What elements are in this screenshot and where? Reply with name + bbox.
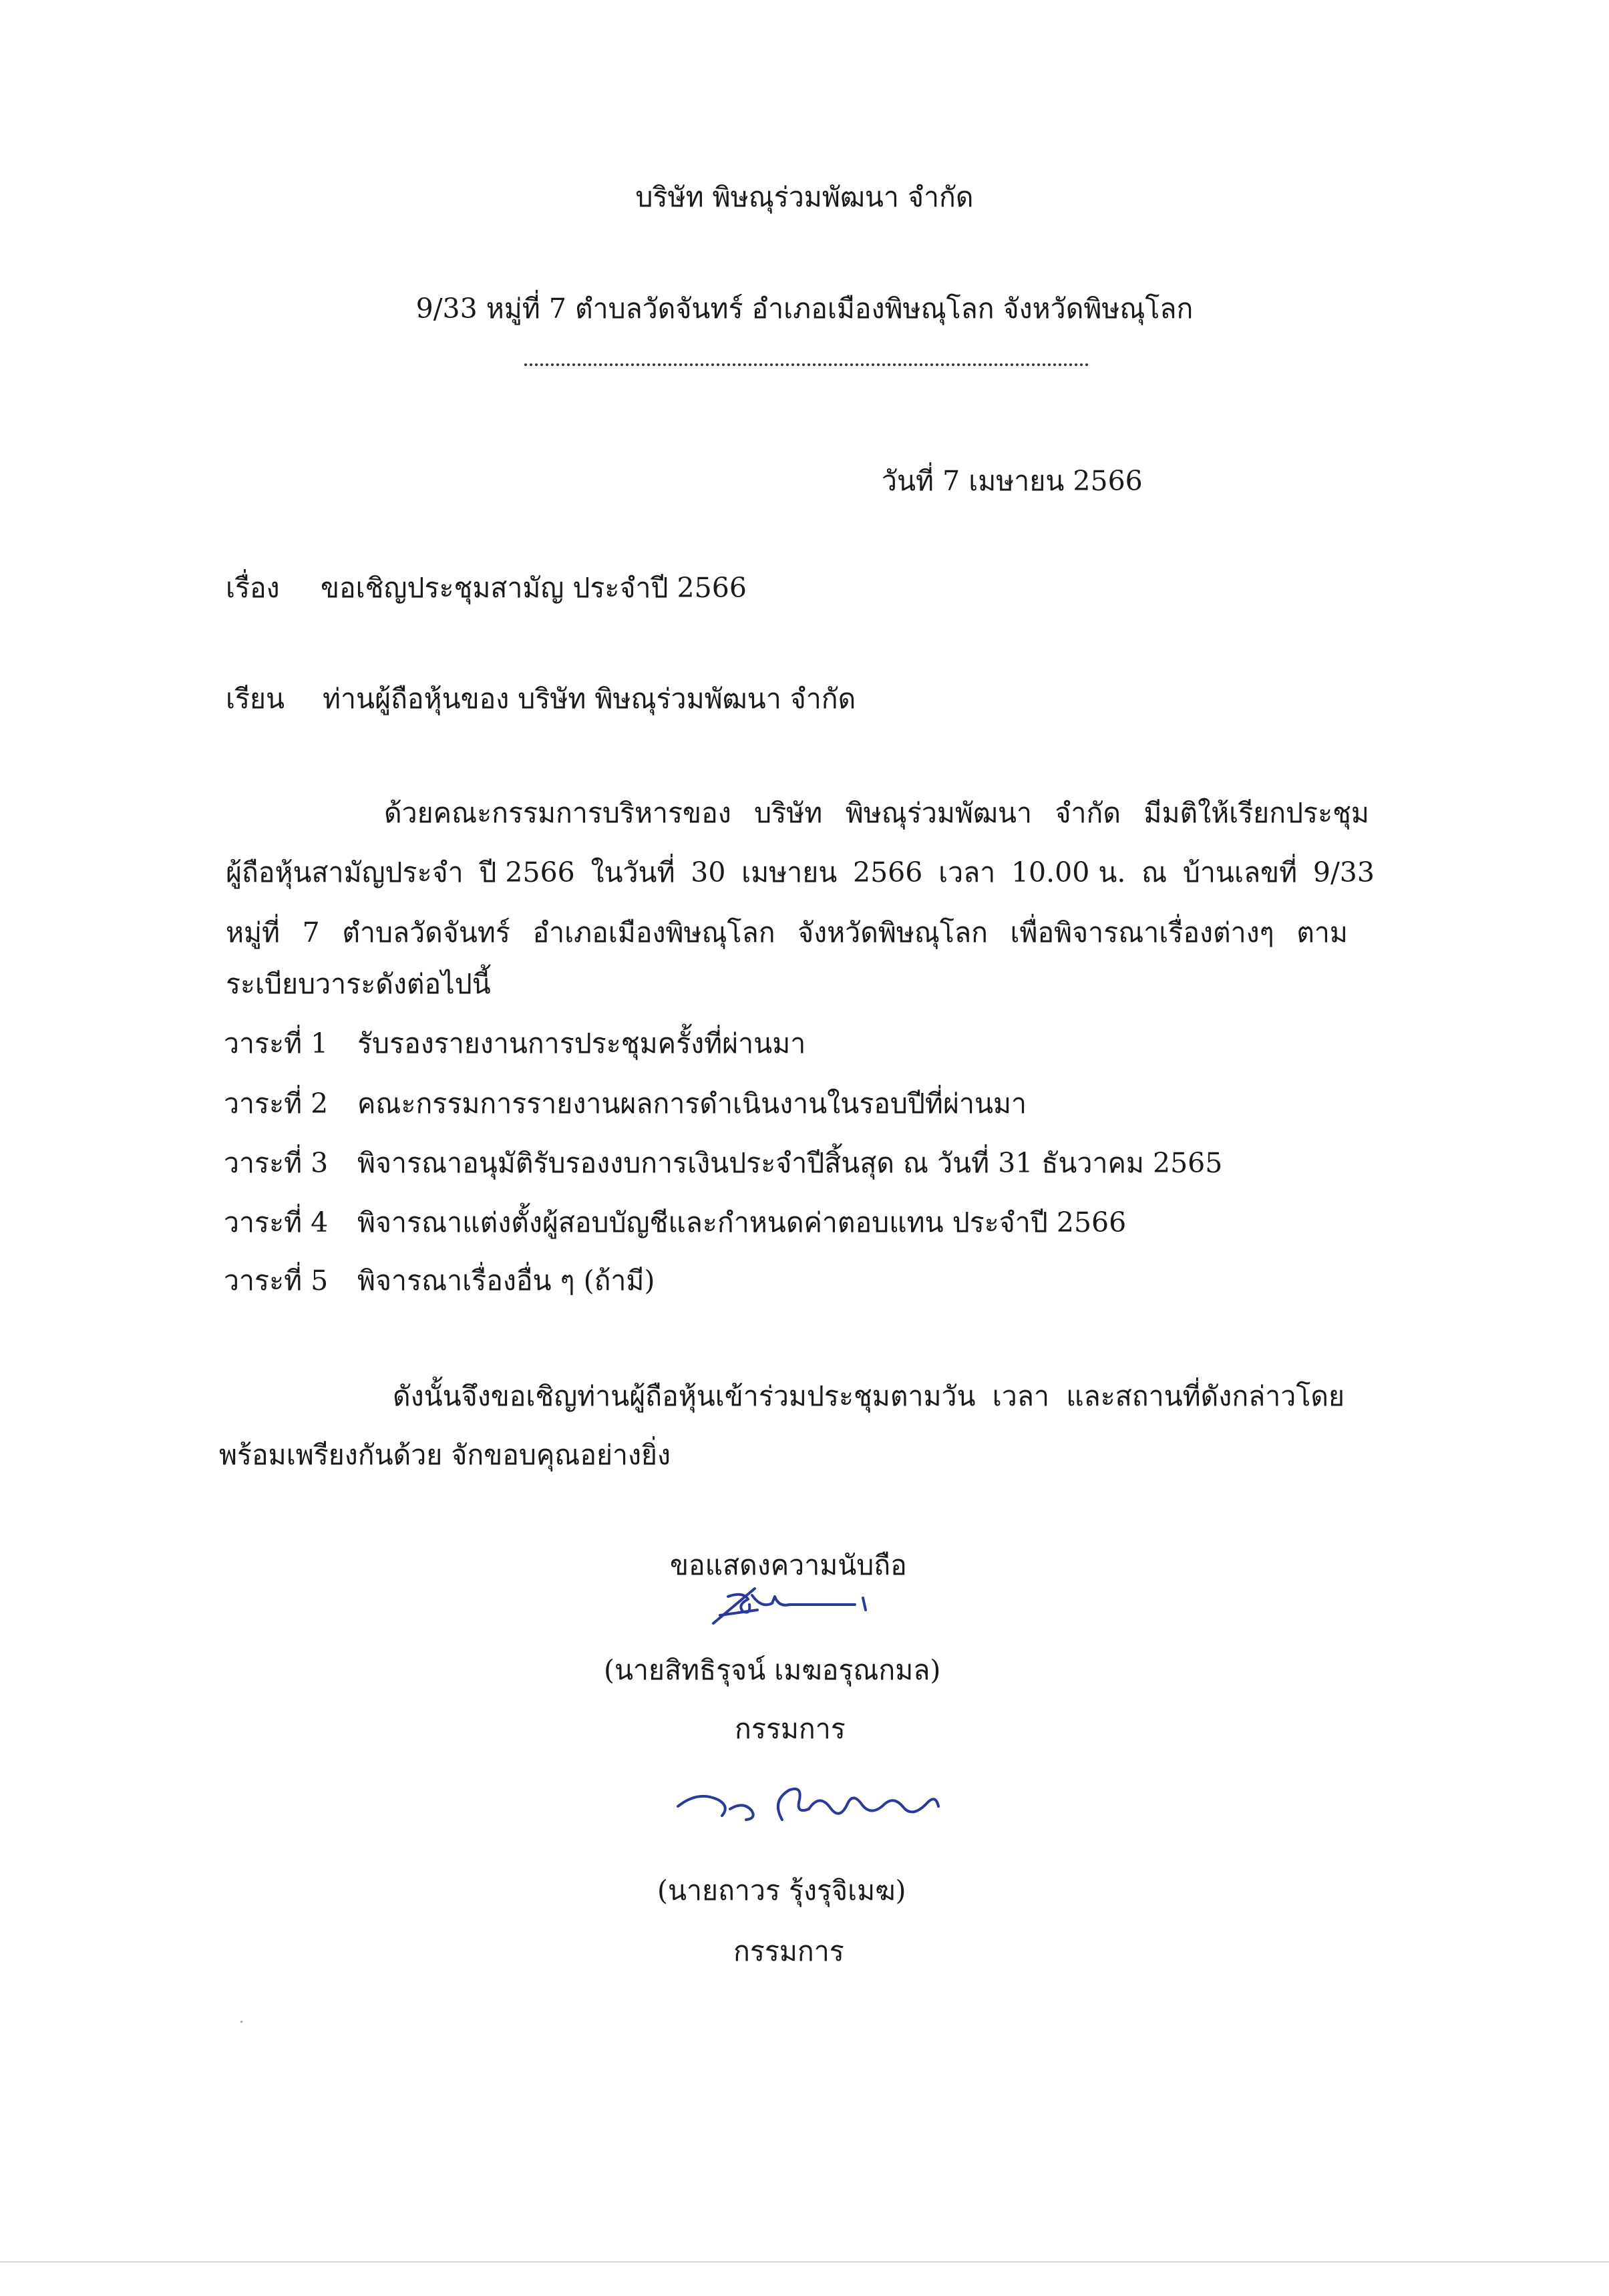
agenda-text: พิจารณาเรื่องอื่น ๆ (ถ้ามี) [357,1265,655,1297]
body-word: มีมติให้เรียกประชุม [1143,797,1369,829]
letter-date: วันที่ 7 เมษายน 2566 [882,465,1143,497]
body-word: จังหวัดพิษณุโลก [797,917,988,949]
closing-line-1 [393,1376,1345,1416]
body-word: ตำบลวัดจันทร์ [342,917,510,949]
body-paragraph-line-2 [226,852,1375,892]
regards-text: ขอแสดงความนับถือ [670,1549,907,1581]
agenda-label: วาระที่ 4 [224,1206,329,1239]
body-word: ปี 2566 [479,856,575,888]
agenda-text: พิจารณาแต่งตั้งผู้สอบบัญชีและกำหนดค่าตอบแทน ประจำปี 2566 [357,1206,1127,1239]
body-word: บริษัท [754,797,823,829]
body-paragraph-line-3 [226,913,1348,953]
body-word: และสถานที่ดังกล่าวโดย [1066,1380,1345,1412]
agenda-text: รับรองรายงานการประชุมครั้งที่ผ่านมา [357,1027,806,1059]
body-word: 30 [691,856,726,888]
body-word: ณ [1141,856,1168,888]
body-paragraph-line-1 [384,793,1369,833]
dotted-separator [524,359,1089,366]
body-word: ผู้ถือหุ้นสามัญประจำ [226,856,464,888]
body-word: เวลา [992,1380,1049,1412]
company-name: บริษัท พิษณุร่วมพัฒนา จำกัด [635,181,974,213]
body-word: ด้วยคณะกรรมการบริหารของ [384,797,731,829]
subject-text: ขอเชิญประชุมสามัญ ประจำปี 2566 [321,572,747,604]
signature-1-image [708,1578,882,1631]
agenda-label: วาระที่ 1 [224,1027,329,1059]
body-word: 10.00 น. [1011,856,1126,888]
body-word: เมษายน [741,856,838,888]
subject-line [226,568,747,608]
body-word: ในวันที่ [590,856,675,888]
agenda-item [224,1261,655,1301]
company-address: 9/33 หมู่ที่ 7 ตำบลวัดจันทร์ อำเภอเมืองพิษณุโลก จังหวัดพิษณุโลก [415,293,1194,325]
agenda-item [224,1143,1222,1183]
addressee-line [226,679,856,719]
addressee-label: เรียน [226,683,285,715]
signer-2-name: (นายถาวร รุ้งรุจิเมฆ) [657,1874,906,1907]
agenda-label: วาระที่ 2 [224,1088,329,1120]
body-word: 2566 [853,856,923,888]
body-word: พิษณุร่วมพัฒนา [845,797,1033,829]
signer-2-title: กรรมการ [733,1935,844,1967]
addressee-text: ท่านผู้ถือหุ้นของ บริษัท พิษณุร่วมพัฒนา จำกัด [323,683,856,715]
body-word: เวลา [938,856,996,888]
agenda-label: วาระที่ 5 [224,1265,329,1297]
scan-speck [240,2021,242,2023]
body-word: จำกัด [1055,797,1121,829]
agenda-text: พิจารณาอนุมัติรับรองงบการเงินประจำปีสิ้นสุด ณ วันที่ 31 ธันวาคม 2565 [357,1147,1223,1179]
body-paragraph-line-4: ระเบียบวาระดังต่อไปนี้ [226,968,491,1000]
body-word: 9/33 [1312,856,1375,888]
signer-1-name: (นายสิทธิรุจน์ เมฆอรุณกมล) [604,1654,941,1686]
body-word: เพื่อพิจารณาเรื่องต่างๆ [1010,917,1274,949]
body-word: ดังนั้นจึงขอเชิญท่านผู้ถือหุ้นเข้าร่วมประชุมตามวัน [393,1380,976,1412]
signer-1-title: กรรมการ [735,1713,846,1745]
body-word: หมู่ที่ [226,917,281,949]
body-word: บ้านเลขที่ [1182,856,1298,888]
body-word: 7 [302,917,320,949]
agenda-item [224,1084,1027,1124]
signature-2-image [671,1777,945,1844]
closing-line-2: พร้อมเพรียงกันด้วย จักขอบคุณอย่างยิ่ง [219,1439,671,1471]
scan-edge-line [0,2261,1609,2263]
agenda-item [224,1023,806,1063]
body-word: อำเภอเมืองพิษณุโลก [532,917,775,949]
agenda-text: คณะกรรมการรายงานผลการดำเนินงานในรอบปีที่ผ่านมา [357,1088,1027,1120]
body-word: ตาม [1296,917,1348,949]
agenda-item [224,1202,1126,1243]
subject-label: เรื่อง [226,572,280,604]
agenda-label: วาระที่ 3 [224,1147,329,1179]
